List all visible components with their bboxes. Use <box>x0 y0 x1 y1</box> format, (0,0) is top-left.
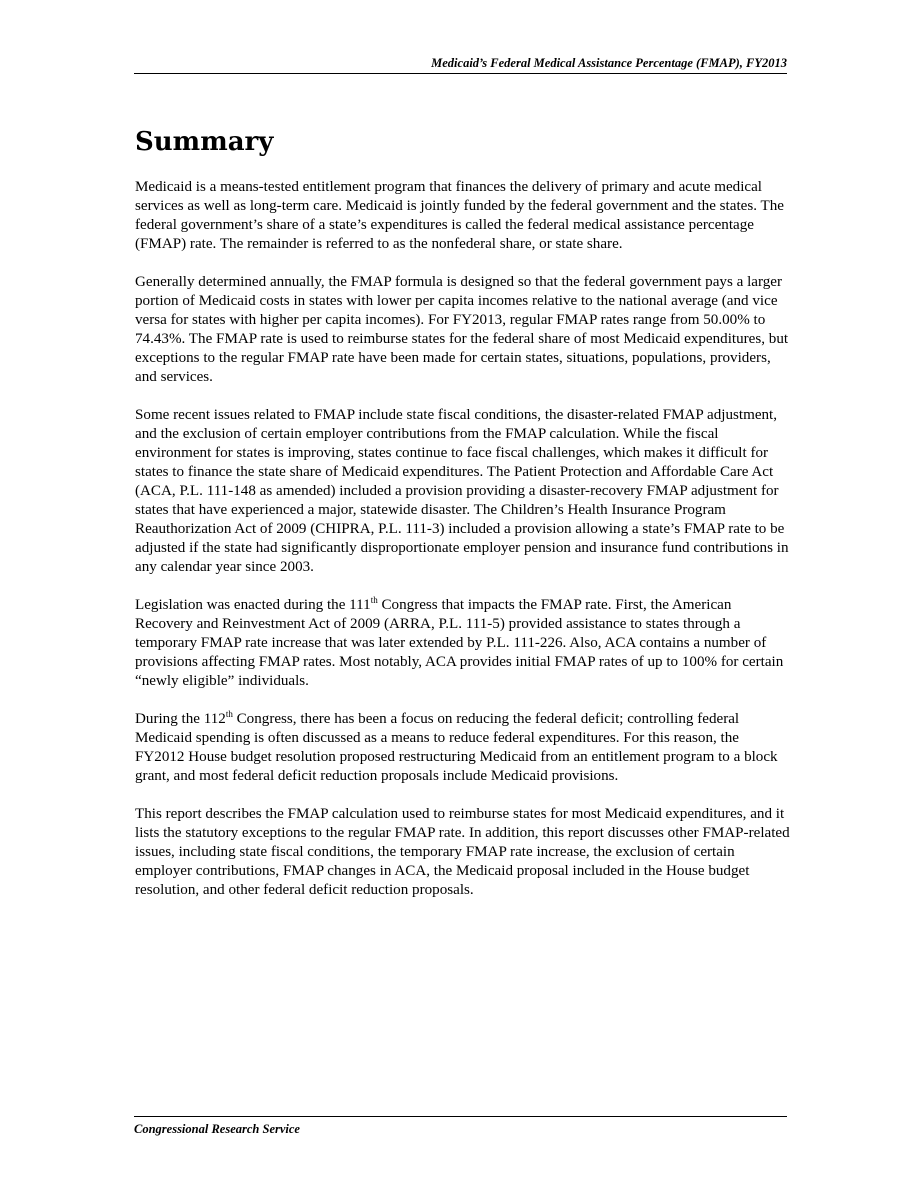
ordinal-suffix: th <box>370 595 378 605</box>
running-header <box>134 55 787 74</box>
paragraph-5-text-start: During the 112 <box>135 711 226 727</box>
summary-paragraph-6: This report describes the FMAP calculation used to reimburse states for most Medicaid expenditures, and it lists the statutory exceptions to the regular FMAP rate. In addition, this report discusses other FMAP-related issues, including state fiscal conditions, the temporary FMAP rate increase, the exclusion of certain employer contributions, FMAP changes in ACA, the Medicaid proposal included in the House budget resolution, and other federal deficit reduction proposals. <box>135 806 790 898</box>
paragraph-5-text-end: Congress, there has been a focus on reducing the federal deficit; controlling federal Medicaid spending is often discussed as a means to reduce federal expenditures. For this reason, the FY2012 House budget resolution proposed restructuring Medicaid from an entitlement program to a block grant, and most federal deficit reduction proposals include Medicaid provisions. <box>135 711 778 784</box>
summary-paragraph-3: Some recent issues related to FMAP include state fiscal conditions, the disaster-related FMAP adjustment, and the exclusion of certain employer contributions from the FMAP calculation. While the fiscal environment for states is improving, states continue to face fiscal challenges, which makes it difficult for states to finance the state share of Medicaid expenditures. The Patient Protection and Affordable Care Act (ACA, P.L. 111-148 as amended) included a provision providing a disaster-recovery FMAP adjustment for states that have experienced a major, statewide disaster. The Children’s Health Insurance Program Reauthorization Act of 2009 (CHIPRA, P.L. 111-3) included a provision allowing a state’s FMAP rate to be adjusted if the state had significantly disproportionate employer pension and insurance fund contributions in any calendar year since 2003. <box>135 407 789 575</box>
summary-paragraph-1: Medicaid is a means-tested entitlement program that finances the delivery of primary and acute medical services as well as long-term care. Medicaid is jointly funded by the federal government and the states. The federal government’s share of a state’s expenditures is called the federal medical assistance percentage (FMAP) rate. The remainder is referred to as the nonfederal share, or state share. <box>135 179 784 252</box>
running-footer <box>134 1116 787 1137</box>
running-header-title: Medicaid’s Federal Medical Assistance Percentage (FMAP), FY2013 <box>431 56 787 70</box>
paragraph-4-text-end: Congress that impacts the FMAP rate. First, the American Recovery and Reinvestment Act of 2009 (ARRA, P.L. 111-5) provided assistance to states through a temporary FMAP rate increase that was later extended by P.L. 111-226. Also, ACA contains a number of provisions affecting FMAP rates. Most notably, ACA provides initial FMAP rates of up to 100% for certain “newly eligible” individuals. <box>135 597 784 689</box>
summary-body <box>135 178 790 919</box>
summary-paragraph-5 <box>135 710 790 786</box>
summary-paragraph-4 <box>135 596 790 691</box>
page-title: Summary <box>135 127 274 157</box>
paragraph-4-text-start: Legislation was enacted during the 111 <box>135 597 371 613</box>
footer-publisher: Congressional Research Service <box>134 1122 300 1136</box>
summary-paragraph-2: Generally determined annually, the FMAP formula is designed so that the federal government pays a larger portion of Medicaid costs in states with lower per capita incomes relative to the national average (and vice versa for states with higher per capita incomes). For FY2013, regular FMAP rates range from 50.00% to 74.43%. The FMAP rate is used to reimburse states for the federal share of most Medicaid expenditures, but exceptions to the regular FMAP rate have been made for certain states, situations, populations, providers, and services. <box>135 274 789 385</box>
ordinal-suffix: th <box>225 709 233 719</box>
